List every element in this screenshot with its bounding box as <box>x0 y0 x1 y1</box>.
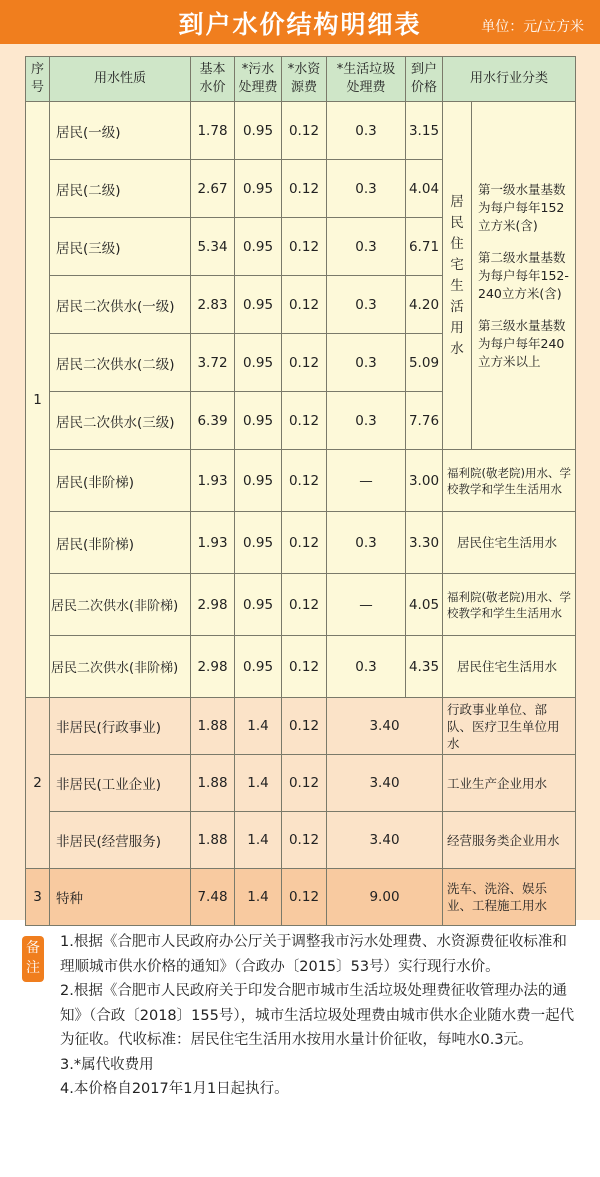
cell-price: 3.30 <box>406 512 443 574</box>
cell-base: 1.78 <box>191 102 235 160</box>
group-index: 1 <box>26 102 50 698</box>
cell-base: 1.93 <box>191 512 235 574</box>
cell-sewage: 0.95 <box>235 636 282 698</box>
cell-resource: 0.12 <box>282 160 327 218</box>
cell-base: 2.83 <box>191 276 235 334</box>
row-name: 特种 <box>50 869 191 926</box>
cell-price: 3.15 <box>406 102 443 160</box>
cell-price: 3.00 <box>406 450 443 512</box>
cell-merged-price: 3.40 <box>327 812 443 869</box>
cell-resource: 0.12 <box>282 574 327 636</box>
table-header-row <box>26 57 576 102</box>
cell-resource: 0.12 <box>282 450 327 512</box>
cell-resource: 0.12 <box>282 276 327 334</box>
col-header-resource-fee: *水资 源费 <box>282 57 327 102</box>
cell-garbage: 0.3 <box>327 392 406 450</box>
notes-list <box>60 930 580 1102</box>
cell-category: 福利院(敬老院)用水、学校教学和学生生活用水 <box>443 574 576 636</box>
cell-merged-price: 3.40 <box>327 698 443 755</box>
cell-category: 行政事业单位、部队、医疗卫生单位用水 <box>443 698 576 755</box>
cell-category: 经营服务类企业用水 <box>443 812 576 869</box>
cell-sewage: 0.95 <box>235 160 282 218</box>
row-name: 居民(二级) <box>50 160 191 218</box>
price-table <box>25 56 576 926</box>
col-header-index: 序 号 <box>26 57 50 102</box>
cell-sewage: 1.4 <box>235 869 282 926</box>
row-name: 居民(非阶梯) <box>50 512 191 574</box>
cell-merged-price: 3.40 <box>327 755 443 812</box>
note-item: 1.根据《合肥市人民政府办公厅关于调整我市污水处理费、水资源费征收标准和理顺城市供水价格的通知》（合政办〔2015〕53号）实行现行水价。 <box>60 934 567 975</box>
cell-garbage: 0.3 <box>327 276 406 334</box>
tier-3-text: 第三级水量基数为每户每年240立方米以上 <box>478 317 566 369</box>
table-row <box>26 869 576 926</box>
cell-base: 6.39 <box>191 392 235 450</box>
notes-badge: 备注 <box>22 936 44 982</box>
cell-base: 3.72 <box>191 334 235 392</box>
cell-base: 7.48 <box>191 869 235 926</box>
row-name: 居民二次供水(二级) <box>50 334 191 392</box>
cell-resource: 0.12 <box>282 812 327 869</box>
cell-resource: 0.12 <box>282 102 327 160</box>
cell-price: 4.35 <box>406 636 443 698</box>
cell-sewage: 1.4 <box>235 755 282 812</box>
cell-base: 1.88 <box>191 698 235 755</box>
cell-base: 2.98 <box>191 636 235 698</box>
row-name: 居民二次供水(非阶梯) <box>50 574 191 636</box>
cell-category: 福利院(敬老院)用水、学校教学和学生生活用水 <box>443 450 576 512</box>
cell-base: 5.34 <box>191 218 235 276</box>
row-name: 非居民(经营服务) <box>50 812 191 869</box>
row-name: 居民二次供水(三级) <box>50 392 191 450</box>
note-item: 3.*属代收费用 <box>60 1056 154 1073</box>
col-header-sewage-fee: *污水 处理费 <box>235 57 282 102</box>
row-name: 居民(三级) <box>50 218 191 276</box>
cell-price: 5.09 <box>406 334 443 392</box>
table-row <box>26 102 576 160</box>
table-row <box>26 636 576 698</box>
cell-sewage: 0.95 <box>235 218 282 276</box>
page-title: 到户水价结构明细表 <box>178 10 422 39</box>
row-name: 居民二次供水(一级) <box>50 276 191 334</box>
cell-resource: 0.12 <box>282 698 327 755</box>
cell-resource: 0.12 <box>282 869 327 926</box>
cell-sewage: 1.4 <box>235 698 282 755</box>
row-name: 居民二次供水(非阶梯) <box>50 636 191 698</box>
cell-garbage: — <box>327 450 406 512</box>
cell-resource: 0.12 <box>282 512 327 574</box>
table-row <box>26 450 576 512</box>
cell-merged-price: 9.00 <box>327 869 443 926</box>
note-item: 4.本价格自2017年1月1日起执行。 <box>60 1081 289 1097</box>
cell-resource: 0.12 <box>282 392 327 450</box>
row-name: 居民(一级) <box>50 102 191 160</box>
col-header-type: 用水性质 <box>50 57 191 102</box>
cell-garbage: 0.3 <box>327 334 406 392</box>
table-row <box>26 755 576 812</box>
cell-resource: 0.12 <box>282 636 327 698</box>
category-vertical-label: 居民住宅生活用水 <box>443 102 472 450</box>
cell-sewage: 0.95 <box>235 450 282 512</box>
tier-1-text: 第一级水量基数为每户每年152立方米(含) <box>478 181 566 233</box>
title-banner <box>0 0 600 44</box>
cell-sewage: 1.4 <box>235 812 282 869</box>
cell-garbage: 0.3 <box>327 102 406 160</box>
table-row <box>26 812 576 869</box>
cell-category: 居民住宅生活用水 <box>443 636 576 698</box>
cell-garbage: 0.3 <box>327 636 406 698</box>
col-header-base-price: 基本 水价 <box>191 57 235 102</box>
cell-price: 6.71 <box>406 218 443 276</box>
cell-resource: 0.12 <box>282 218 327 276</box>
group-index: 2 <box>26 698 50 869</box>
tier-2-text: 第二级水量基数为每户每年152-240立方米(含) <box>478 249 569 301</box>
col-header-garbage-fee: *生活垃圾 处理费 <box>327 57 406 102</box>
col-header-final-price: 到户 价格 <box>406 57 443 102</box>
table-row <box>26 574 576 636</box>
tier-description <box>472 102 576 450</box>
cell-base: 1.88 <box>191 755 235 812</box>
cell-base: 1.93 <box>191 450 235 512</box>
cell-resource: 0.12 <box>282 334 327 392</box>
cell-base: 2.98 <box>191 574 235 636</box>
cell-base: 1.88 <box>191 812 235 869</box>
cell-sewage: 0.95 <box>235 512 282 574</box>
cell-category: 工业生产企业用水 <box>443 755 576 812</box>
row-name: 非居民(行政事业) <box>50 698 191 755</box>
cell-sewage: 0.95 <box>235 334 282 392</box>
cell-garbage: — <box>327 574 406 636</box>
unit-label: 单位：元/立方米 <box>481 19 584 35</box>
cell-price: 4.04 <box>406 160 443 218</box>
cell-price: 4.05 <box>406 574 443 636</box>
cell-price: 7.76 <box>406 392 443 450</box>
cell-sewage: 0.95 <box>235 276 282 334</box>
cell-resource: 0.12 <box>282 755 327 812</box>
cell-price: 4.20 <box>406 276 443 334</box>
cell-sewage: 0.95 <box>235 102 282 160</box>
cell-category: 洗车、洗浴、娱乐业、工程施工用水 <box>443 869 576 926</box>
cell-garbage: 0.3 <box>327 218 406 276</box>
cell-garbage: 0.3 <box>327 512 406 574</box>
cell-base: 2.67 <box>191 160 235 218</box>
cell-sewage: 0.95 <box>235 392 282 450</box>
cell-sewage: 0.95 <box>235 574 282 636</box>
row-name: 非居民(工业企业) <box>50 755 191 812</box>
group-index: 3 <box>26 869 50 926</box>
table-row <box>26 512 576 574</box>
cell-garbage: 0.3 <box>327 160 406 218</box>
row-name: 居民(非阶梯) <box>50 450 191 512</box>
col-header-category: 用水行业分类 <box>443 57 576 102</box>
table-row <box>26 698 576 755</box>
cell-category: 居民住宅生活用水 <box>443 512 576 574</box>
note-item: 2.根据《合肥市人民政府关于印发合肥市城市生活垃圾处理费征收管理办法的通知》（合政〔2018〕155号），城市生活垃圾处理费由城市供水企业随水费一起代为征收。代收标准：居民住宅生活用水按用水量计价征收，每吨水0.3元。 <box>60 983 575 1048</box>
